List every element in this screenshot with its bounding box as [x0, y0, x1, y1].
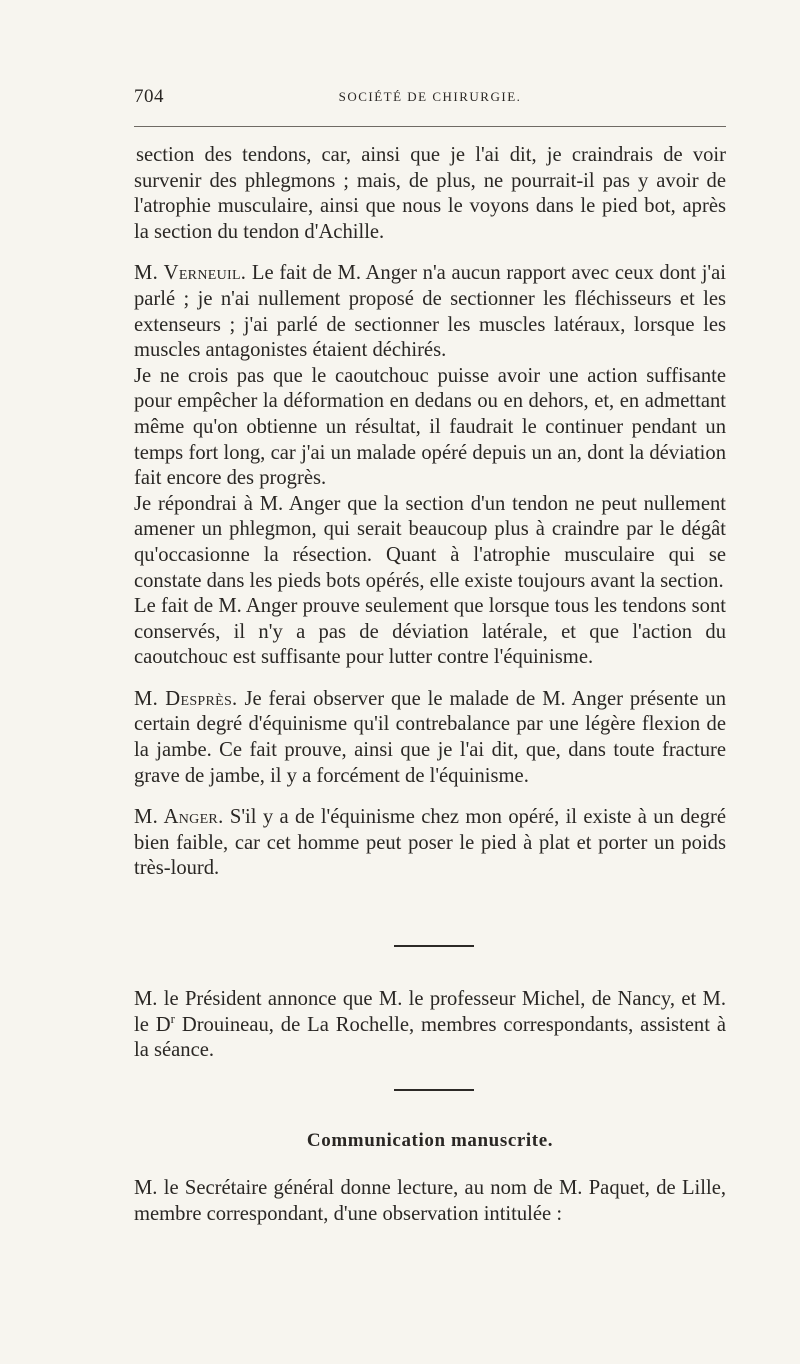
paragraph-secretaire: M. le Secrétaire général donne lecture, au nom de M. Paquet, de Lille, membre correspondant, d'une observation intitulée : [134, 1177, 726, 1225]
header-rule [134, 126, 726, 127]
communication-block [134, 1176, 726, 1227]
paragraph-verneuil-text: Le fait de M. Anger n'a aucun rapport avec ceux dont j'ai parlé ; je n'ai nullement proposé de sectionner les fléchisseurs et les extenseurs ; j'ai parlé de sectionner les muscles latéraux, lorsque les muscles antagonistes étaient déchirés. [134, 262, 726, 362]
paragraph-continuation: section des tendons, car, ainsi que je l'ai dit, je craindrais de voir survenir des phlegmons ; mais, de plus, ne pourrait-il pas y avoir de l'atrophie musculaire, ainsi que nous le voyons dans le pied bot, après la section du tendon d'Achille. [134, 144, 726, 243]
paragraph-despres-text: Je ferai observer que le malade de M. Anger présente un certain degré d'équinisme qu'il contrebalance par une légère flexion de la jambe. Ce fait prouve, ainsi que je l'ai dit, que, dans toute fracture grave de jambe, il y a forcément de l'équinisme. [134, 687, 726, 787]
paragraph-despres [134, 687, 726, 789]
president-superscript: r [170, 1011, 175, 1026]
president-text-a: M. le Président annonce que M. le professeur Michel, de Nancy, et M. le D [134, 988, 726, 1036]
announcement-block [134, 987, 726, 1064]
speaker-anger: M. Anger. [134, 806, 224, 829]
speaker-verneuil: M. Verneuil. [134, 262, 247, 285]
paragraph-fait-anger: Le fait de M. Anger prouve seulement que lorsque tous les tendons sont conservés, il n'y a pas de déviation latérale, et que l'action du caoutchouc est suffisante pour lutter contre l'équinisme. [134, 595, 726, 669]
page-header [134, 86, 726, 116]
section-divider [394, 1089, 474, 1091]
president-text-b: Drouineau, de La Rochelle, membres correspondants, assistent à la séance. [134, 1013, 726, 1062]
speaker-despres: M. Desprès. [134, 687, 238, 710]
page-number: 704 [134, 86, 164, 107]
running-head: SOCIÉTÉ DE CHIRURGIE. [338, 89, 522, 104]
paragraph-verneuil [134, 261, 726, 363]
paragraph-anger [134, 805, 726, 882]
paragraph-reponse: Je répondrai à M. Anger que la section d'un tendon ne peut nullement amener un phlegmon, qui serait beaucoup plus à craindre par le dégât qu'occasionne la résection. Quant à l'atrophie musculaire qui se constate dans les pieds bots opérés, elle existe toujours avant la section. [134, 492, 726, 592]
section-divider [394, 945, 474, 947]
main-text [134, 143, 726, 882]
paragraph-president [134, 987, 726, 1064]
paragraph-anger-text: S'il y a de l'équinisme chez mon opéré, il existe à un degré bien faible, car cet homme peut poser le pied à plat et porter un poids très-lourd. [134, 806, 726, 880]
section-title: Communication manuscrite. [306, 1130, 554, 1151]
paragraph-caoutchouc: Je ne crois pas que le caoutchouc puisse avoir une action suffisante pour empêcher la déformation en dedans ou en dehors, et, en admettant même qu'on obtienne un résultat, il faudrait le continuer pendant un temps fort long, car j'ai un malade opéré depuis un an, dont la déviation fait encore des progrès. [134, 364, 726, 490]
